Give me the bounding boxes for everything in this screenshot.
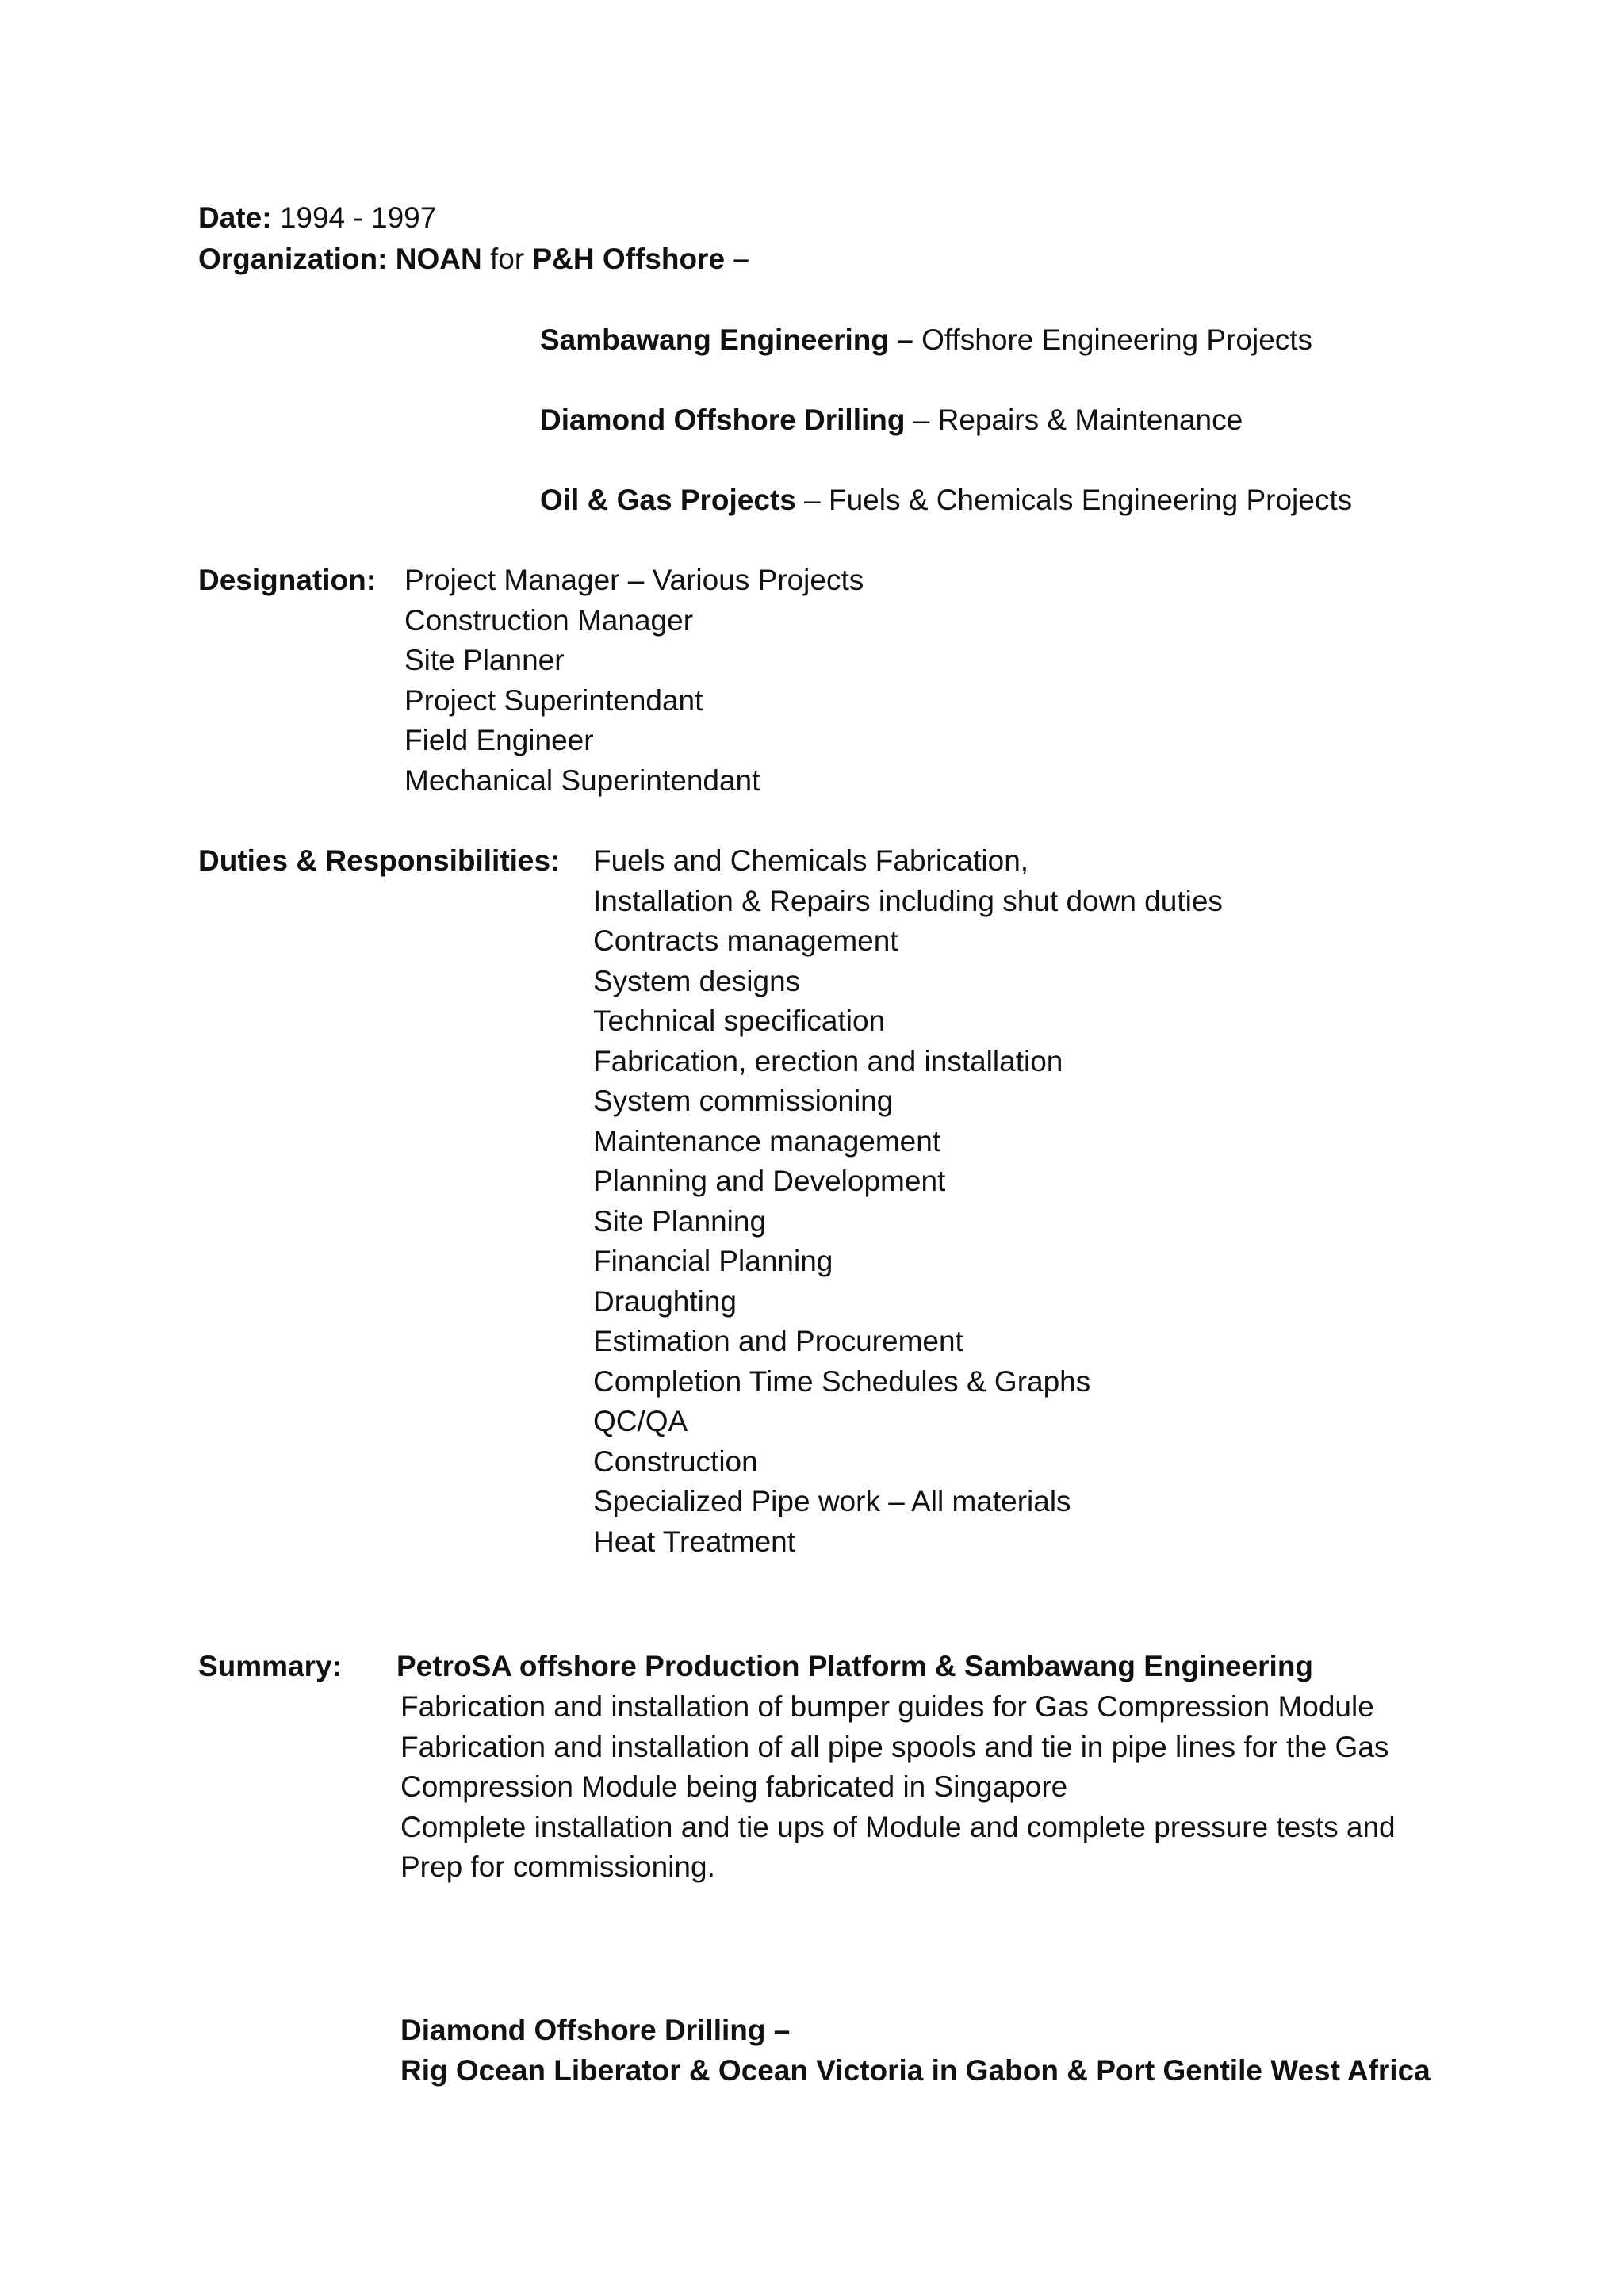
duties-list [593, 841, 1223, 1562]
duty-item: System commissioning [593, 1085, 894, 1117]
organization-for: for [489, 243, 525, 275]
designation-list [404, 561, 864, 801]
summary-line: Compression Module being fabricated in Singapore [400, 1770, 1068, 1803]
designation-item: Field Engineer [404, 724, 594, 756]
duty-item: Specialized Pipe work – All materials [593, 1485, 1071, 1517]
duty-item: Installation & Repairs including shut down duties [593, 884, 1223, 917]
date-value: 1994 - 1997 [279, 201, 437, 234]
project-name: Oil & Gas Projects [540, 484, 796, 516]
duty-item: Construction [593, 1445, 758, 1478]
organization-line [198, 239, 749, 279]
summary-lines [400, 1687, 1396, 1888]
duty-item: QC/QA [593, 1405, 688, 1437]
duty-item: Fabrication, erection and installation [593, 1044, 1063, 1077]
summary-line: Fabrication and installation of bumper guides for Gas Compression Module [400, 1690, 1374, 1723]
project-line [540, 400, 1243, 440]
designation-item: Construction Manager [404, 603, 694, 637]
duty-item: Planning and Development [593, 1165, 946, 1197]
designation-item: Project Superintendant [404, 683, 703, 717]
organization-name: NOAN [395, 243, 482, 275]
project-desc: Offshore Engineering Projects [921, 323, 1313, 356]
duty-item: System designs [593, 964, 801, 997]
duty-item: Maintenance management [593, 1124, 941, 1158]
designation-item: Project Manager – Various Projects [404, 564, 864, 596]
summary-heading: PetroSA offshore Production Platform & Sambawang Engineering [396, 1650, 1314, 1682]
designation-item: Mechanical Superintendant [404, 763, 760, 797]
summary-line: Prep for commissioning. [400, 1850, 715, 1883]
organization-label: Organization: [198, 243, 388, 275]
project-desc: – Repairs & Maintenance [913, 404, 1243, 436]
duty-item: Site Planning [593, 1204, 767, 1238]
duty-item: Heat Treatment [593, 1525, 796, 1558]
duty-item: Estimation and Procurement [593, 1325, 963, 1357]
duty-item: Fuels and Chemicals Fabrication, [593, 844, 1029, 877]
project-name: Diamond Offshore Drilling [540, 404, 906, 436]
duty-item: Technical specification [593, 1004, 886, 1037]
project-line [540, 480, 1352, 520]
summary-line: Complete installation and tie ups of Module and complete pressure tests and [400, 1810, 1396, 1843]
duty-item: Draughting [593, 1284, 737, 1318]
duty-item: Completion Time Schedules & Graphs [593, 1364, 1091, 1398]
duty-item: Contracts management [593, 924, 898, 957]
summary-line: Fabrication and installation of all pipe spools and tie in pipe lines for the Gas [400, 1730, 1389, 1763]
project-desc: – Fuels & Chemicals Engineering Projects [804, 484, 1353, 516]
designation-label: Designation: [198, 564, 377, 596]
organization-client: P&H Offshore – [532, 243, 749, 275]
date-line [198, 198, 436, 238]
date-label: Date: [198, 201, 272, 234]
summary-label: Summary: [198, 1650, 342, 1682]
duties-label: Duties & Responsibilities: [198, 844, 561, 877]
duty-item: Financial Planning [593, 1245, 833, 1277]
project-line [540, 320, 1312, 360]
project-name: Sambawang Engineering – [540, 323, 914, 356]
designation-item: Site Planner [404, 644, 565, 676]
diamond-subheading: Rig Ocean Liberator & Ocean Victoria in Gabon & Port Gentile West Africa [400, 2054, 1431, 2087]
diamond-heading: Diamond Offshore Drilling – [400, 2014, 791, 2046]
